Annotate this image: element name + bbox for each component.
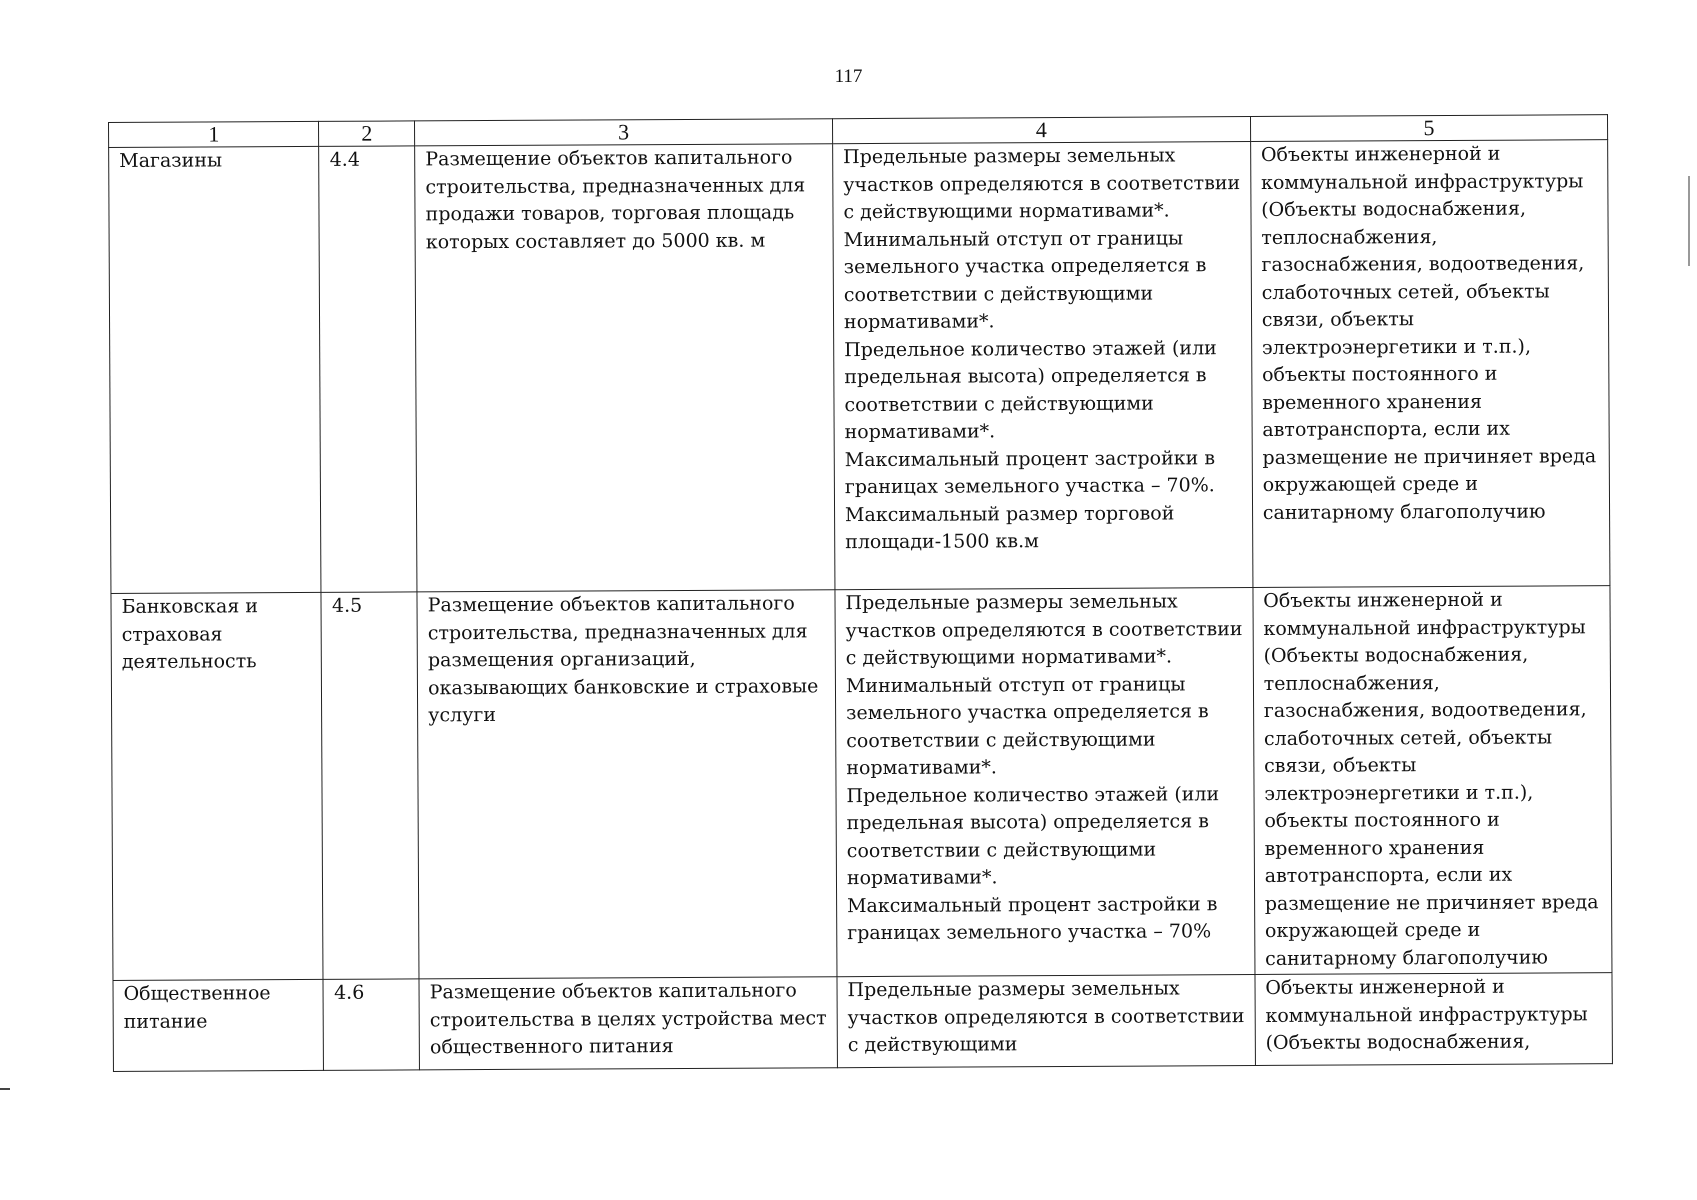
parameter-line: Предельное количество этажей (или предельная высота) определяется в соответствии с действующими нормативами*. [846,782,1220,890]
use-code-cell: 4.4 [319,146,417,592]
parameter-line: Максимальный размер торговой площади-1500 кв.м [844,501,1175,554]
header-cell-2: 2 [319,121,415,147]
header-cell-5: 5 [1250,115,1607,142]
zoning-table [108,114,1613,1072]
page-number: 117 [834,66,863,87]
parameters-cell [833,142,1253,590]
infrastructure-cell: Объекты инженерной и коммунальной инфраструктуры (Объекты водоснабжения, [1255,973,1613,1066]
scan-edge-mark [1688,176,1690,266]
use-description-cell: Размещение объектов капитального строительства, предназначенных для продажи товаров, торговая площадь которых составляет до 5000 кв. м [415,144,835,592]
parameter-line: Минимальный отступ от границы земельного участка определяется в соответствии с действующими нормативами*. [843,226,1207,334]
use-name-cell: Общественное питание [113,979,324,1071]
parameters-cell [835,588,1255,977]
use-code-cell: 4.5 [321,592,419,979]
table-row [109,140,1610,594]
parameter-line: Предельные размеры земельных участков определяются в соответствии с действующими [847,977,1245,1057]
use-description-cell: Размещение объектов капитального строительства в целях устройства мест общественного питания [419,977,837,1070]
use-code-cell: 4.6 [323,979,419,1070]
table-row [113,973,1612,1072]
header-cell-4: 4 [832,117,1250,144]
scan-edge-mark [0,1088,10,1090]
infrastructure-cell: Объекты инженерной и коммунальной инфраструктуры (Объекты водоснабжения, теплоснабжения, газоснабжения, водоотведения, слаботочных сетей, объекты связи, объекты электроэнергетики и т.п.), объекты постоянного и временного хранения автотранспорта, если их размещение не причиняет вреда окружающей среде и санитарному благополучию [1253,586,1612,975]
header-cell-1: 1 [109,121,320,147]
parameter-line: Максимальный процент застройки в границах земельного участка – 70%. [844,446,1216,499]
use-name-cell: Магазины [109,146,322,593]
parameter-line: Предельное количество этажей (или предельная высота) определяется в соответствии с действующими нормативами*. [844,336,1217,444]
use-name-cell: Банковская и страховая деятельность [111,592,324,980]
parameters-cell [837,975,1255,1068]
parameter-line: Минимальный отступ от границы земельного участка определяется в соответствии с действующими нормативами*. [845,672,1209,780]
parameter-line: Максимальный процент застройки в границах земельного участка – 70% [847,892,1218,945]
header-cell-3: 3 [415,119,833,146]
parameter-line: Предельные размеры земельных участков определяются в соответствии с действующими нормативами*. [843,144,1241,224]
use-description-cell: Размещение объектов капитального строительства, предназначенных для размещения организаций, оказывающих банковские и страховые услуги [417,590,837,979]
table-row [111,586,1612,981]
infrastructure-cell: Объекты инженерной и коммунальной инфраструктуры (Объекты водоснабжения, теплоснабжения, газоснабжения, водоотведения, слаботочных сетей, объекты связи, объекты электроэнергетики и т.п.), объекты постоянного и временного хранения автотранспорта, если их размещение не причиняет вреда окружающей среде и санитарному благополучию [1250,140,1610,588]
parameter-line: Предельные размеры земельных участков определяются в соответствии с действующими нормативами*. [845,590,1243,670]
